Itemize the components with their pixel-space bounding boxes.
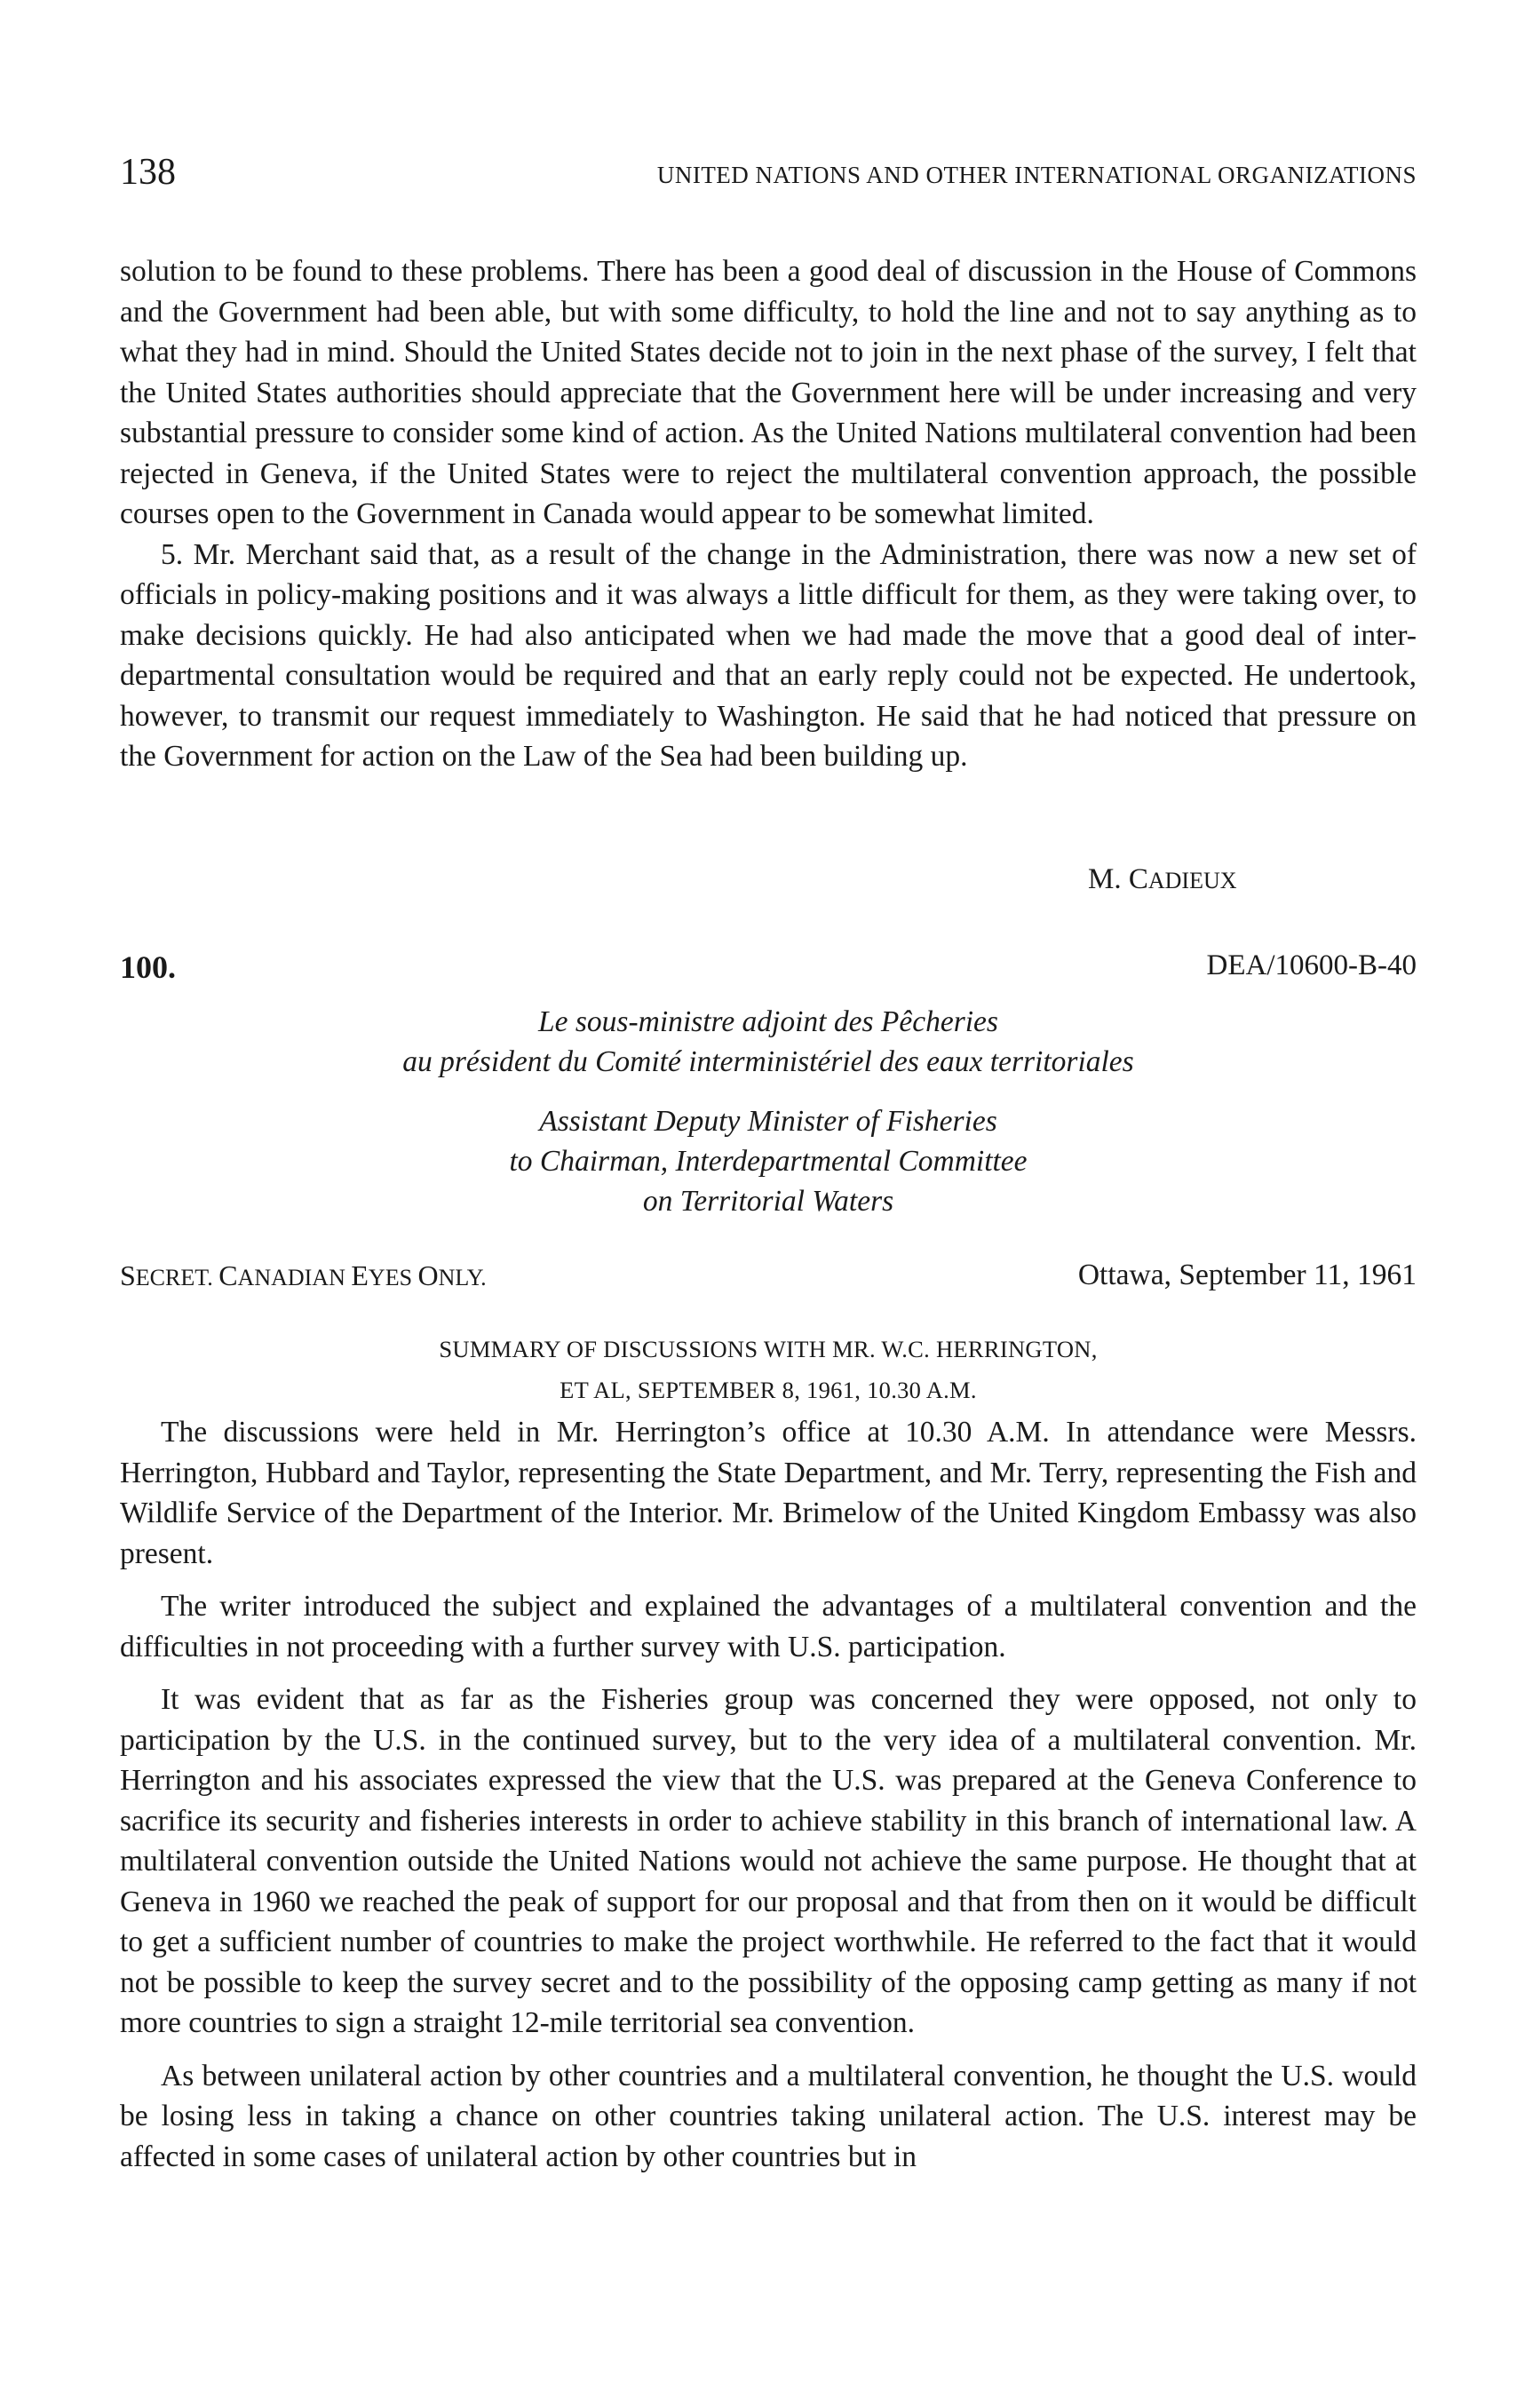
- signature-rest: ADIEUX: [1147, 868, 1237, 893]
- english-title-line-1: Assistant Deputy Minister of Fisheries: [539, 1105, 997, 1138]
- document-number: 100.: [120, 949, 176, 985]
- english-title-line-3: on Territorial Waters: [642, 1185, 894, 1218]
- french-title-line-1: Le sous-ministre adjoint des Pêcheries: [538, 1005, 998, 1038]
- doc100-body: [120, 1412, 1417, 2177]
- french-title-line-2: au président du Comité interministériel des eaux territoriales: [402, 1045, 1134, 1078]
- classification-letter: S: [120, 1259, 136, 1291]
- english-title-line-2: to Chairman, Interdepartmental Committee: [509, 1145, 1028, 1178]
- paragraph: It was evident that as far as the Fisheries group was concerned they were opposed, not only to participation by the U.S. in the continued survey, but to the very idea of a multilateral convention. Mr. Herrington and his associates expressed the view that the U.S. was prepared at the Geneva Conference to sacrifice its security and fisheries interests in order to achieve stability in this branch of international law. A multilateral convention outside the United Nations would not achieve the same purpose. He thought that at Geneva in 1960 we reached the peak of support for our proposal and that from then on it would be difficult to get a sufficient number of countries to make the project worthwhile. He referred to the fact that it would not be possible to keep the survey secret and to the possibility of the opposing camp getting as many if not more countries to sign a straight 12-mile territorial sea convention.: [120, 1683, 1417, 2039]
- running-head: UNITED NATIONS AND OTHER INTERNATIONAL ORGANIZATIONS: [656, 162, 1417, 188]
- signature-initial: M. C: [1088, 863, 1148, 895]
- french-title: [120, 1002, 1417, 1082]
- paragraph: As between unilateral action by other countries and a multilateral convention, he thought the U.S. would be losing less in taking a chance on other countries taking unilateral action. The U.S. interest may be affected in some cases of unilateral action by other countries but in: [120, 2059, 1417, 2173]
- classification-rest: NLY.: [438, 1265, 487, 1290]
- classification-rest: ANADIAN: [237, 1265, 352, 1290]
- paragraph: The discussions were held in Mr. Herrington’s office at 10.30 A.M. In attendance were Messrs. Herrington, Hubbard and Taylor, representing the State Department, and Mr. Terry, representing the Fish and Wildlife Service of the Department of the Interior. Mr. Brimelow of the United Kingdom Embassy was also present.: [120, 1416, 1417, 1570]
- english-title: [120, 1101, 1417, 1221]
- classification-rest: YES: [368, 1265, 418, 1290]
- paragraph-5: 5. Mr. Merchant said that, as a result of the change in the Administration, there was now a new set of officials in policy-making positions and it was always a little difficult for them, as they were taking over, to make decisions quickly. He had also anticipated when we had made the move that a good deal of inter-departmental consultation would be required and that an early reply could not be expected. He undertook, however, to transmit our request immediately to Washington. He said that he had noticed that pressure on the Government for action on the Law of the Sea had been building up.: [120, 537, 1417, 773]
- summary-title-line-1: SUMMARY OF DISCUSSIONS WITH MR. W.C. HERRINGTON,: [439, 1336, 1098, 1362]
- summary-title-line-2: ET AL, SEPTEMBER 8, 1961, 10.30 A.M.: [560, 1377, 977, 1403]
- doc99-continuation: [120, 251, 1417, 777]
- paragraph: The writer introduced the subject and explained the advantages of a multilateral convention and the difficulties in not proceeding with a further survey with U.S. participation.: [120, 1590, 1417, 1663]
- page-number: 138: [120, 152, 176, 193]
- paragraph-continued: solution to be found to these problems. There has been a good deal of discussion in the House of Commons and the Government had been able, but with some difficulty, to hold the line and not to say anything as to what they had in mind. Should the United States decide not to join in the next phase of the survey, I felt that the United States authorities should appreciate that the Government here will be under increasing and very substantial pressure to consider some kind of action. As the United Nations multilateral convention had been rejected in Geneva, if the United States were to reject the multilateral convention approach, the possible courses open to the Government in Canada would appear to be somewhat limited.: [120, 255, 1417, 530]
- classification-letter: O: [417, 1259, 439, 1291]
- signature: [1088, 863, 1237, 896]
- classification-rest: ECRET.: [135, 1265, 219, 1290]
- classification: [120, 1259, 487, 1292]
- page-header: [120, 151, 1417, 204]
- file-reference: DEA/10600-B-40: [1206, 949, 1417, 981]
- date-line: Ottawa, September 11, 1961: [1077, 1259, 1417, 1291]
- classification-letter: C: [218, 1259, 238, 1291]
- classification-letter: E: [351, 1259, 369, 1291]
- summary-title: [120, 1329, 1417, 1410]
